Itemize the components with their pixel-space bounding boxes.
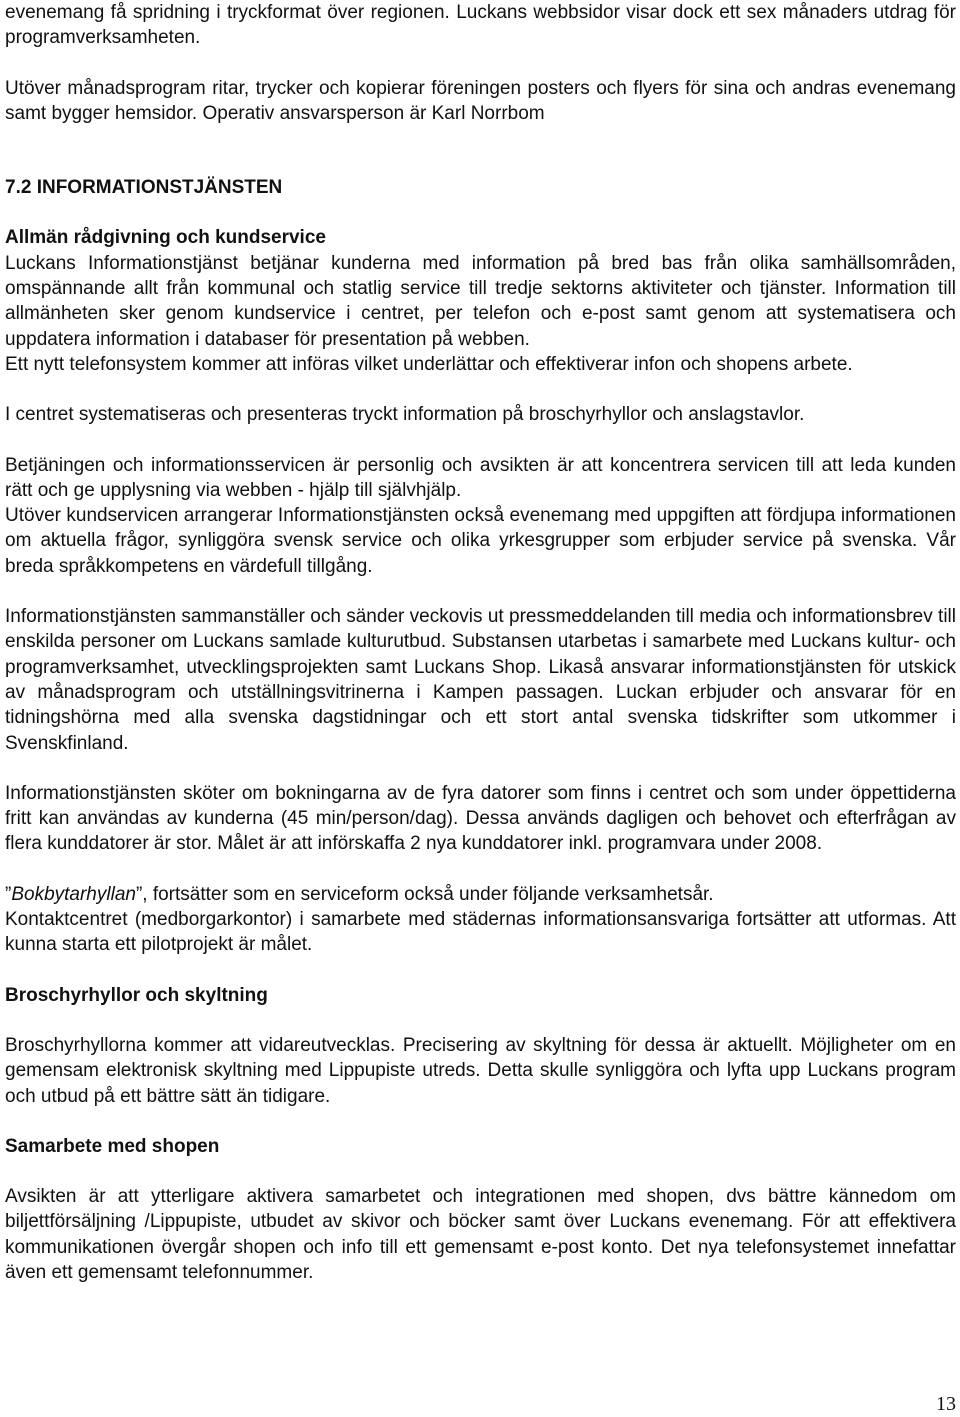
page-number: 13 [936, 1393, 956, 1415]
section-title: 7.2 INFORMATIONSTJÄNSTEN [5, 177, 283, 199]
paragraph-book-shelf [5, 882, 956, 907]
subheading-shop-cooperation: Samarbete med shopen [5, 1135, 220, 1157]
paragraph-info-service: Luckans Informationstjänst betjänar kunderna med information på bred bas från olika samhällsområden, omspännande allt från kommunal och statlig service till tredje sektorns aktiviteter och tjänster. Information till allmänheten sker genom kundservice i centret, per telefon och e-post samt genom att systematisera och uppdatera information i databaser för presentation på webben. [5, 252, 956, 350]
paragraph-posters: Utöver månadsprogram ritar, trycker och kopierar föreningen posters och flyers för sina och andras evenemang samt bygger hemsidor. Operativ ansvarsperson är Karl Norrbom [5, 77, 956, 124]
paragraph-personal-service: Betjäningen och informationsservicen är personlig och avsikten är att koncentrera servicen till att leda kunden rätt och ge upplysning via webben - hjälp till självhjälp. [5, 454, 956, 501]
subheading-general-advice: Allmän rådgivning och kundservice [5, 227, 326, 249]
paragraph-shop: Avsikten är att ytterligare aktivera samarbetet och integrationen med shopen, dvs bättre kännedom om biljettförsäljning /Lippupiste, utbudet av skivor och böcker samt över Luckans evenemang. För att effektivera kommunikationen övergår shopen och info till ett gemensamt e-post konto. Det nya telefonsystemet innefattar även ett gemensamt telefonnummer. [5, 1186, 956, 1283]
paragraph-brochures: I centret systematiseras och presenteras tryckt information på broschyrhyllor och anslagstavlor. [5, 404, 805, 426]
paragraph-intro-cont: evenemang få spridning i tryckformat över regionen. Luckans webbsidor visar dock ett sex månaders utdrag för programverksamheten. [5, 2, 956, 49]
quote-open: ” [5, 883, 12, 905]
paragraph-press-releases: Informationstjänsten sammanställer och sänder veckovis ut pressmeddelanden till media och informationsbrev till enskilda personer om Luckans samlade kulturutbud. Substansen utarbetas i samarbete med Luckans kultur- och programverksamhet, utvecklingsprojekten samt Luckans Shop. Likaså ansvarar informationstjänsten för utskick av månadsprogram och utställningsvitrinerna i Kampen passagen. Luckan erbjuder och ansvarar för en tidningshörna med alla svenska dagstidningar och ett stort antal svenska tidskrifter som utkommer i Svenskfinland. [5, 606, 956, 754]
paragraph-contact-center: Kontaktcentret (medborgarkontor) i samarbete med städernas informationsansvariga fortsätter att utformas. Att kunna starta ett pilotprojekt är målet. [5, 909, 956, 956]
paragraph-events: Utöver kundservicen arrangerar Informationstjänsten också evenemang med uppgiften att fördjupa informationen om aktuella frågor, synliggöra svensk service och olika yrkesgrupper som erbjuder service på svenska. Vår breda språkkompetens en värdefull tillgång. [5, 505, 956, 577]
book-shelf-name: Bokbytarhyllan [11, 883, 136, 905]
subheading-brochure-shelves: Broschyrhyllor och skyltning [5, 984, 268, 1006]
book-shelf-rest: ”, fortsätter som en serviceform också under följande verksamhetsår. [135, 883, 714, 905]
document-page [5, 0, 956, 1285]
paragraph-signage: Broschyrhyllorna kommer att vidareutvecklas. Precisering av skyltning för dessa är aktuellt. Möjligheter om en gemensam elektronisk skyltning med Lippupiste utreds. Detta skulle synliggöra och lyfta upp Luckans program och utbud på ett bättre sätt än tidigare. [5, 1034, 956, 1107]
paragraph-phone-system: Ett nytt telefonsystem kommer att införas vilket underlättar och effektiverar infon och shopens arbete. [5, 353, 853, 375]
paragraph-computers: Informationstjänsten sköter om bokningarna av de fyra datorer som finns i centret och som under öppettiderna fritt kan användas av kunderna (45 min/person/dag). Dessa används dagligen och behovet och efterfrågan av flera kunddatorer är stor. Målet är att införskaffa 2 nya kunddatorer inkl. programvara under 2008. [5, 782, 956, 855]
